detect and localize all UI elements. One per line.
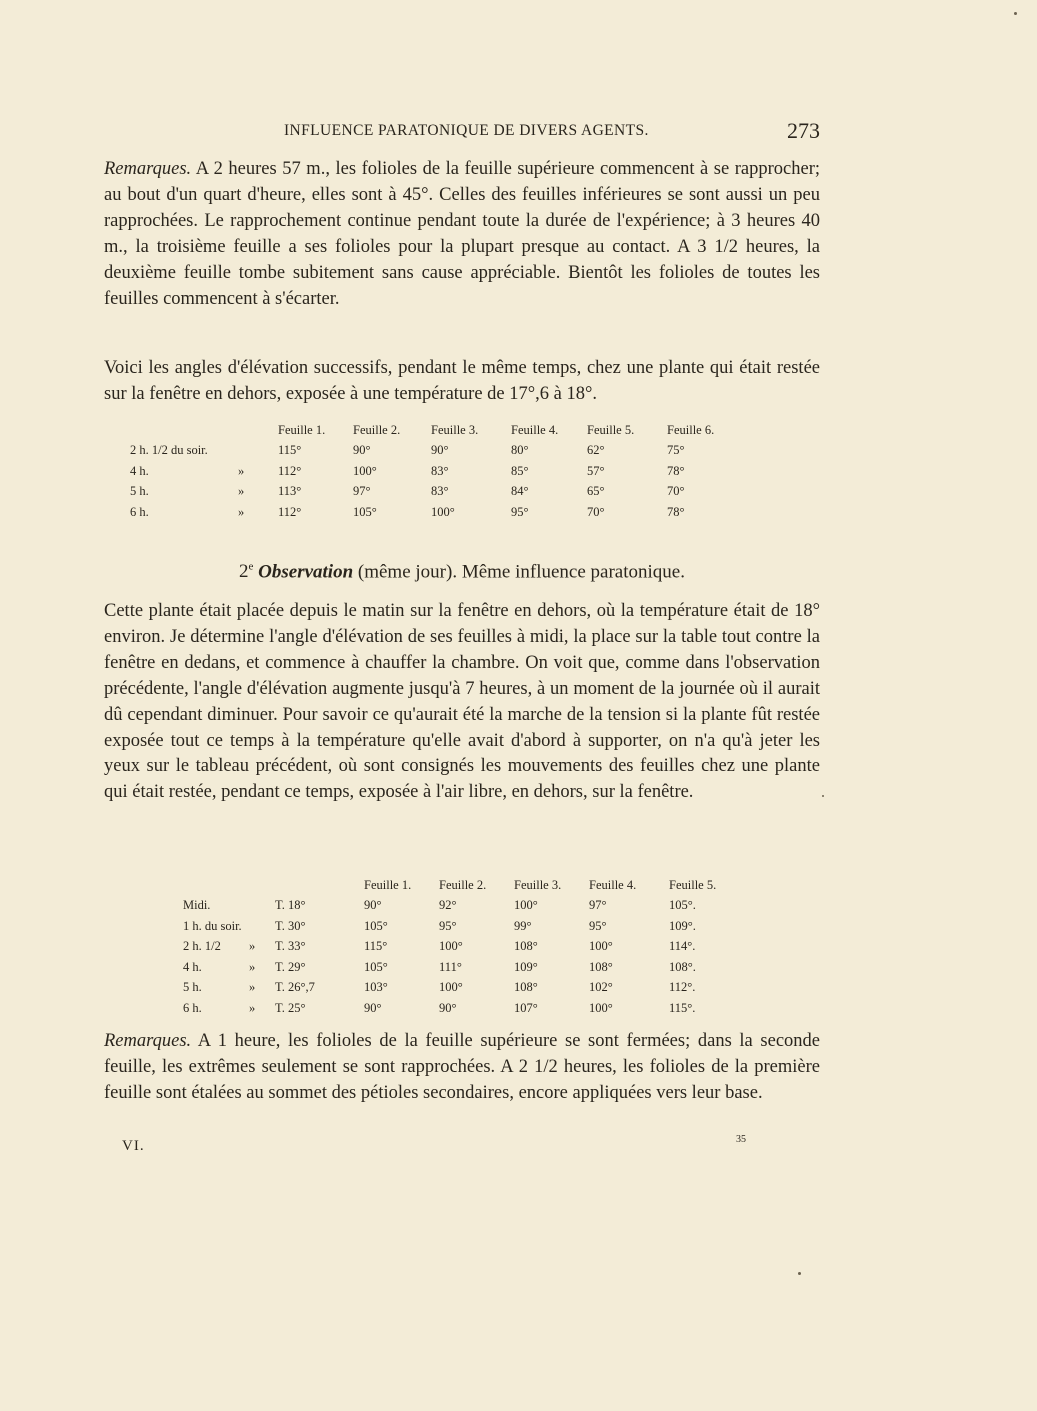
- value-cell: 84°: [511, 484, 529, 499]
- value-cell: 95°: [439, 918, 457, 933]
- table-row: [183, 937, 739, 958]
- ditto-mark: »: [238, 463, 245, 478]
- value-cell: 108°.: [669, 959, 696, 974]
- temperature-cell: T. 26°,7: [275, 980, 315, 995]
- temperature-cell: T. 18°: [275, 898, 306, 913]
- value-cell: 83°: [431, 484, 449, 499]
- value-cell: 90°: [431, 443, 449, 458]
- temperature-cell: T. 29°: [275, 959, 306, 974]
- table-header-row: [183, 875, 739, 896]
- time-cell: 1 h. du soir.: [183, 918, 242, 933]
- value-cell: 57°: [587, 463, 605, 478]
- value-cell: 111°: [439, 959, 462, 974]
- time-cell: 4 h.: [130, 463, 149, 478]
- value-cell: 100°: [431, 504, 455, 519]
- value-cell: 105°: [353, 504, 377, 519]
- paragraph-text: Cette plante était placée depuis le matin sur la fenêtre en dehors, où la température était de 18° environ. Je détermine l'angle d'élévation de ses feuilles à midi, la place sur la table tout contre la fenêtre en dedans, et commence à chauffer la chambre. On voit que, comme dans l'observation précédente, l'angle d'élévation augmente jusqu'à 7 heures, à un moment de la journée où il aurait dû cependant diminuer. Pour savoir ce qu'aurait été la marche de la tension si la plante fût restée exposée tout ce temps à la température qu'elle avait d'abord à supporter, on n'a qu'à jeter les yeux sur le tableau précédent, où sont consignés les mouvements des feuilles chez une plante qui était restée, pendant ce temps, exposée à l'air libre, en dehors, sur la fenêtre.: [104, 601, 820, 803]
- value-cell: 112°.: [669, 980, 696, 995]
- temperature-cell: T. 25°: [275, 1000, 306, 1015]
- value-cell: 115°: [278, 443, 302, 458]
- time-cell: Midi.: [183, 898, 211, 913]
- value-cell: 105°.: [669, 898, 696, 913]
- value-cell: 95°: [589, 918, 607, 933]
- time-cell: 5 h.: [183, 980, 202, 995]
- table-row: [183, 957, 739, 978]
- table-row: [183, 916, 739, 937]
- value-cell: 114°.: [669, 939, 696, 954]
- value-cell: 100°: [514, 898, 538, 913]
- observation-number-suffix: e: [248, 561, 254, 573]
- value-cell: 108°: [589, 959, 613, 974]
- value-cell: 90°: [364, 898, 382, 913]
- ditto-mark: »: [249, 939, 256, 954]
- observation-number-value: 2: [239, 561, 249, 583]
- time-cell: 6 h.: [183, 1000, 202, 1015]
- paper-speck: [822, 795, 824, 797]
- paragraph-lead: Remarques.: [104, 159, 192, 179]
- sheet-number: 35: [736, 1134, 746, 1145]
- ditto-mark: »: [249, 959, 256, 974]
- value-cell: 102°: [589, 980, 613, 995]
- time-header: [183, 875, 249, 896]
- value-cell: 75°: [667, 443, 685, 458]
- ditto-mark: »: [238, 504, 245, 519]
- ditto-mark: »: [238, 484, 245, 499]
- table-row: [183, 998, 739, 1019]
- value-cell: 100°: [589, 1000, 613, 1015]
- value-cell: 112°: [278, 504, 302, 519]
- time-cell: 2 h. 1/2 du soir.: [130, 443, 208, 458]
- value-cell: 78°: [667, 463, 685, 478]
- paper-speck: [798, 1272, 801, 1275]
- value-cell: 100°: [589, 939, 613, 954]
- temperature-cell: T. 30°: [275, 918, 306, 933]
- value-cell: 107°: [514, 1000, 538, 1015]
- observation-rest: (même jour). Même influence paratonique.: [357, 561, 685, 583]
- value-cell: 115°.: [669, 1000, 696, 1015]
- value-cell: 70°: [587, 504, 605, 519]
- value-cell: 99°: [514, 918, 532, 933]
- ditto-header: [210, 420, 278, 441]
- paragraph-observation-body: [104, 599, 820, 806]
- value-cell: 100°: [439, 939, 463, 954]
- paragraph-intro-table: [104, 356, 820, 408]
- value-cell: 78°: [667, 504, 685, 519]
- value-cell: 90°: [439, 1000, 457, 1015]
- column-header: Feuille 3.: [514, 877, 562, 892]
- paragraph-text: A 2 heures 57 m., les folioles de la feuille supérieure commencent à se rapprocher; au bout d'un quart d'heure, elles sont à 45°. Celles des feuilles inférieures se sont aussi un peu rapprochées. Le rapprochement continue pendant toute la durée de l'expérience; à 3 heures 40 m., la troisième feuille a ses folioles pour la plupart presque au contact. A 3 1/2 heures, la deuxième feuille tombe subitement sans cause appréciable. Bientôt les folioles de toutes les feuilles commencent à s'écarter.: [104, 159, 821, 309]
- value-cell: 112°: [278, 463, 302, 478]
- value-cell: 80°: [511, 443, 529, 458]
- value-cell: 100°: [353, 463, 377, 478]
- value-cell: 115°: [364, 939, 388, 954]
- observation-number: [239, 561, 253, 582]
- value-cell: 100°: [439, 980, 463, 995]
- page-header: [104, 118, 820, 146]
- column-header: Feuille 2.: [353, 422, 401, 437]
- column-header: Feuille 2.: [439, 877, 487, 892]
- observation-heading: [104, 561, 820, 583]
- value-cell: 108°: [514, 980, 538, 995]
- value-cell: 103°: [364, 980, 388, 995]
- value-cell: 105°: [364, 918, 388, 933]
- column-header: Feuille 4.: [589, 877, 637, 892]
- ditto-mark: »: [249, 980, 256, 995]
- time-cell: 6 h.: [130, 504, 149, 519]
- value-cell: 90°: [364, 1000, 382, 1015]
- value-cell: 62°: [587, 443, 605, 458]
- paragraph-text: Voici les angles d'élévation successifs, pendant le même temps, chez une plante qui était restée sur la fenêtre en dehors, exposée à une température de 17°,6 à 18°.: [104, 358, 820, 404]
- column-header: Feuille 3.: [431, 422, 479, 437]
- value-cell: 109°.: [669, 918, 696, 933]
- column-header: Feuille 1.: [278, 422, 326, 437]
- value-cell: 65°: [587, 484, 605, 499]
- temperature-header: [275, 875, 364, 896]
- value-cell: 70°: [667, 484, 685, 499]
- time-cell: 5 h.: [130, 484, 149, 499]
- paragraph-remarques-2: [104, 1029, 820, 1107]
- paragraph-remarques-1: [104, 157, 820, 312]
- table-row: [183, 896, 739, 917]
- column-header: Feuille 4.: [511, 422, 559, 437]
- value-cell: 83°: [431, 463, 449, 478]
- value-cell: 97°: [589, 898, 607, 913]
- temperature-cell: T. 33°: [275, 939, 306, 954]
- paragraph-lead: Remarques.: [104, 1031, 192, 1051]
- value-cell: 85°: [511, 463, 529, 478]
- table-row: [130, 482, 727, 503]
- value-cell: 113°: [278, 484, 302, 499]
- angles-table-outdoor: [130, 420, 727, 523]
- value-cell: 97°: [353, 484, 371, 499]
- column-header: Feuille 5.: [587, 422, 635, 437]
- paragraph-text: A 1 heure, les folioles de la feuille supérieure se sont fermées; dans la seconde feuille, les extrêmes seulement se sont rapprochées. A 2 1/2 heures, les folioles de la première feuille sont étalées au sommet des pétioles secondaires, encore appliquées vers leur base.: [104, 1031, 820, 1103]
- column-header: Feuille 1.: [364, 877, 412, 892]
- value-cell: 95°: [511, 504, 529, 519]
- value-cell: 92°: [439, 898, 457, 913]
- ditto-header: [249, 875, 275, 896]
- table-row: [130, 461, 727, 482]
- running-title: INFLUENCE PARATONIQUE DE DIVERS AGENTS.: [284, 122, 649, 139]
- table-row: [130, 441, 727, 462]
- value-cell: 105°: [364, 959, 388, 974]
- table-row: [130, 502, 727, 523]
- table-row: [183, 978, 739, 999]
- time-cell: 4 h.: [183, 959, 202, 974]
- value-cell: 108°: [514, 939, 538, 954]
- value-cell: 109°: [514, 959, 538, 974]
- table-header-row: [130, 420, 727, 441]
- signature-mark: VI.: [122, 1138, 145, 1154]
- time-cell: 2 h. 1/2: [183, 939, 221, 954]
- time-header: [130, 420, 210, 441]
- column-header: Feuille 5.: [669, 877, 717, 892]
- angles-table-heated: [183, 875, 739, 1019]
- page-number: 273: [787, 118, 820, 143]
- value-cell: 90°: [353, 443, 371, 458]
- column-header: Feuille 6.: [667, 422, 715, 437]
- ditto-mark: »: [249, 1000, 256, 1015]
- observation-word: Observation: [258, 561, 354, 583]
- paper-speck: [1014, 12, 1017, 15]
